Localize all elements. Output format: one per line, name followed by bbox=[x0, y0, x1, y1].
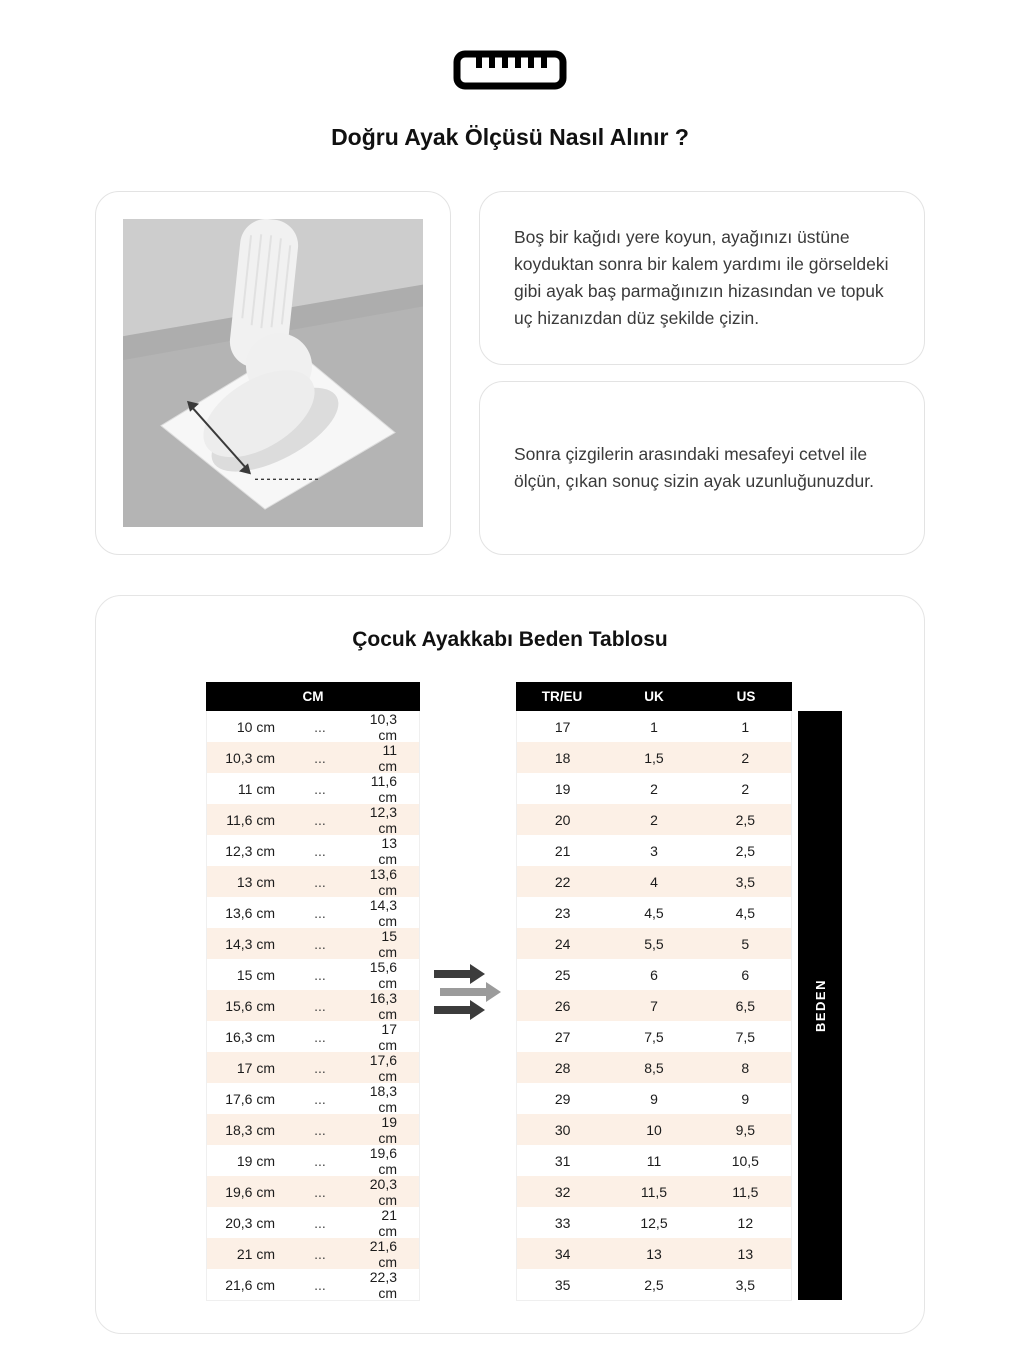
cm-cell-to: 13 cm bbox=[378, 834, 397, 867]
cm-cell-from: 18,3 cm bbox=[225, 1121, 275, 1138]
size-cell-us: 4,5 bbox=[735, 904, 756, 921]
beden-side-label: BEDEN bbox=[812, 978, 828, 1032]
instruction-step-2-text: Sonra çizgilerin arasındaki mesafeyi cetvel ile ölçün, çıkan sonuç sizin ayak uzunluğunuzdur. bbox=[514, 443, 874, 491]
size-table-row bbox=[517, 866, 791, 897]
cm-cell-to: 11 cm bbox=[378, 741, 397, 774]
cm-cell-to: 16,3 cm bbox=[369, 989, 397, 1022]
size-cell-us: 5 bbox=[741, 935, 750, 952]
cm-table bbox=[206, 682, 420, 1301]
size-cell-tr-eu: 28 bbox=[554, 1059, 571, 1076]
size-cell-uk: 1,5 bbox=[644, 749, 664, 766]
size-cell-us: 11,5 bbox=[732, 1183, 759, 1200]
size-table-row bbox=[517, 990, 791, 1021]
cm-cell-to: 11,6 cm bbox=[370, 772, 397, 805]
size-cell-uk: 7 bbox=[650, 997, 658, 1014]
size-table-row bbox=[517, 1021, 791, 1052]
size-table-header bbox=[516, 682, 792, 711]
size-cell-us: 3,5 bbox=[735, 873, 756, 890]
size-cell-us: 9 bbox=[741, 1090, 750, 1107]
cm-table-body bbox=[206, 711, 420, 1301]
size-header-uk: UK bbox=[644, 689, 664, 704]
cm-cell-from: 21,6 cm bbox=[225, 1276, 275, 1293]
cm-table-row bbox=[207, 1238, 419, 1269]
size-cell-tr-eu: 24 bbox=[554, 935, 571, 952]
size-cell-us: 13 bbox=[737, 1245, 754, 1262]
cm-cell-to: 22,3 cm bbox=[369, 1268, 397, 1301]
size-header-us: US bbox=[736, 689, 756, 704]
cm-cell-dots: ... bbox=[314, 1059, 326, 1076]
cm-cell-dots: ... bbox=[314, 718, 326, 735]
size-cell-us: 2,5 bbox=[735, 842, 756, 859]
size-table-section bbox=[95, 595, 925, 1334]
cm-cell-to: 12,3 cm bbox=[369, 803, 397, 836]
cm-cell-to: 10,3 cm bbox=[369, 710, 397, 743]
cm-table-row bbox=[207, 804, 419, 835]
cm-cell-to: 21 cm bbox=[378, 1206, 397, 1239]
size-table-row bbox=[517, 711, 791, 742]
size-table-row bbox=[517, 928, 791, 959]
cm-cell-from: 11,6 cm bbox=[226, 811, 275, 828]
size-cell-us: 9,5 bbox=[735, 1121, 756, 1138]
cm-cell-to: 15 cm bbox=[378, 927, 397, 960]
cm-table-row bbox=[207, 711, 419, 742]
cm-table-row bbox=[207, 1176, 419, 1207]
size-cell-us: 7,5 bbox=[735, 1028, 756, 1045]
size-cell-uk: 2 bbox=[650, 811, 658, 828]
size-cell-tr-eu: 34 bbox=[554, 1245, 571, 1262]
cm-table-row bbox=[207, 1083, 419, 1114]
size-table-row bbox=[517, 773, 791, 804]
cm-table-row bbox=[207, 1269, 419, 1300]
size-cell-us: 8 bbox=[741, 1059, 750, 1076]
beden-side-bar bbox=[798, 711, 842, 1300]
cm-cell-to: 19,6 cm bbox=[369, 1144, 397, 1177]
size-cell-uk: 9 bbox=[650, 1090, 658, 1107]
size-cell-us: 12 bbox=[737, 1214, 754, 1231]
cm-cell-from: 21 cm bbox=[236, 1245, 275, 1262]
cm-cell-to: 17,6 cm bbox=[369, 1051, 397, 1084]
size-cell-uk: 10 bbox=[646, 1121, 662, 1138]
cm-cell-dots: ... bbox=[314, 1121, 326, 1138]
size-cell-tr-eu: 19 bbox=[554, 780, 571, 797]
size-cell-uk: 1 bbox=[650, 718, 658, 735]
size-cell-tr-eu: 22 bbox=[554, 873, 571, 890]
ruler-icon bbox=[0, 0, 1020, 92]
cm-cell-dots: ... bbox=[314, 1090, 326, 1107]
cm-table-row bbox=[207, 1021, 419, 1052]
cm-table-row bbox=[207, 928, 419, 959]
instruction-text-column bbox=[479, 191, 925, 555]
cm-table-header: CM bbox=[206, 682, 420, 711]
cm-cell-from: 13,6 cm bbox=[225, 904, 275, 921]
cm-cell-dots: ... bbox=[314, 1028, 326, 1045]
cm-cell-to: 13,6 cm bbox=[369, 865, 397, 898]
cm-cell-from: 17 cm bbox=[236, 1059, 275, 1076]
cm-table-row bbox=[207, 1114, 419, 1145]
cm-table-row bbox=[207, 959, 419, 990]
cm-cell-from: 11 cm bbox=[237, 780, 275, 797]
instruction-step-1-text: Boş bir kağıdı yere koyun, ayağınızı üstüne koyduktan sonra bir kalem yardımı ile görseldeki gibi ayak baş parmağınızın hizasından ve topuk uç hizanızdan düz şekilde çizin. bbox=[514, 226, 889, 329]
foot-measure-photo-card bbox=[95, 191, 451, 555]
size-cell-uk: 11,5 bbox=[640, 1183, 668, 1200]
size-cell-tr-eu: 31 bbox=[554, 1152, 571, 1169]
cm-table-row bbox=[207, 897, 419, 928]
size-cell-tr-eu: 35 bbox=[554, 1276, 571, 1293]
size-table-row bbox=[517, 804, 791, 835]
cm-cell-from: 15 cm bbox=[236, 966, 275, 983]
cm-cell-from: 10,3 cm bbox=[225, 749, 275, 766]
size-table-row bbox=[517, 742, 791, 773]
cm-cell-dots: ... bbox=[314, 873, 326, 890]
cm-cell-to: 15,6 cm bbox=[369, 958, 397, 991]
size-cell-uk: 5,5 bbox=[644, 935, 664, 952]
size-cell-uk: 3 bbox=[650, 842, 658, 859]
cm-cell-from: 14,3 cm bbox=[225, 935, 275, 952]
cm-cell-dots: ... bbox=[314, 966, 326, 983]
cm-cell-to: 18,3 cm bbox=[369, 1082, 397, 1115]
size-cell-tr-eu: 21 bbox=[554, 842, 571, 859]
size-table-row bbox=[517, 1238, 791, 1269]
instruction-step-2-card bbox=[479, 381, 925, 555]
size-cell-tr-eu: 23 bbox=[554, 904, 571, 921]
cm-cell-from: 20,3 cm bbox=[225, 1214, 275, 1231]
size-cell-tr-eu: 27 bbox=[554, 1028, 571, 1045]
cm-table-row bbox=[207, 742, 419, 773]
cm-cell-dots: ... bbox=[314, 780, 326, 797]
size-cell-us: 6 bbox=[741, 966, 750, 983]
size-cell-tr-eu: 20 bbox=[554, 811, 571, 828]
cm-cell-dots: ... bbox=[314, 1276, 326, 1293]
size-cell-tr-eu: 26 bbox=[554, 997, 571, 1014]
size-cell-tr-eu: 33 bbox=[554, 1214, 571, 1231]
size-cell-uk: 4 bbox=[650, 873, 658, 890]
cm-cell-to: 14,3 cm bbox=[369, 896, 397, 929]
size-table-body bbox=[516, 711, 792, 1301]
cm-cell-dots: ... bbox=[314, 904, 326, 921]
size-cell-uk: 6 bbox=[650, 966, 658, 983]
double-arrow-right-icon bbox=[420, 682, 516, 1301]
size-cell-uk: 8,5 bbox=[644, 1059, 664, 1076]
size-cell-us: 2 bbox=[741, 780, 750, 797]
cm-cell-dots: ... bbox=[314, 935, 326, 952]
cm-table-row bbox=[207, 773, 419, 804]
cm-table-row bbox=[207, 866, 419, 897]
size-cell-uk: 12,5 bbox=[640, 1214, 668, 1231]
size-table-row bbox=[517, 835, 791, 866]
foot-on-paper-image bbox=[123, 219, 423, 527]
cm-cell-from: 12,3 cm bbox=[225, 842, 275, 859]
cm-cell-from: 10 cm bbox=[236, 718, 275, 735]
size-conversion-table bbox=[516, 682, 792, 1301]
size-cell-us: 1 bbox=[741, 718, 750, 735]
size-table-row bbox=[517, 1145, 791, 1176]
cm-table-row bbox=[207, 1145, 419, 1176]
cm-cell-dots: ... bbox=[314, 842, 326, 859]
cm-cell-to: 21,6 cm bbox=[369, 1237, 397, 1270]
cm-cell-dots: ... bbox=[314, 1214, 326, 1231]
size-table-row bbox=[517, 1176, 791, 1207]
size-cell-us: 2 bbox=[741, 749, 750, 766]
size-cell-tr-eu: 29 bbox=[554, 1090, 571, 1107]
cm-table-row bbox=[207, 1052, 419, 1083]
instructions-section bbox=[95, 191, 925, 555]
cm-table-row bbox=[207, 990, 419, 1021]
size-cell-uk: 7,5 bbox=[644, 1028, 664, 1045]
size-table-row bbox=[517, 959, 791, 990]
cm-table-row bbox=[207, 1207, 419, 1238]
size-cell-us: 10,5 bbox=[731, 1152, 759, 1169]
size-table-title: Çocuk Ayakkabı Beden Tablosu bbox=[352, 628, 668, 651]
cm-cell-from: 16,3 cm bbox=[225, 1028, 275, 1045]
cm-cell-dots: ... bbox=[314, 749, 326, 766]
size-cell-us: 6,5 bbox=[735, 997, 756, 1014]
size-cell-tr-eu: 30 bbox=[554, 1121, 571, 1138]
size-tables bbox=[96, 682, 924, 1301]
size-cell-uk: 2,5 bbox=[644, 1276, 664, 1293]
cm-cell-from: 17,6 cm bbox=[225, 1090, 275, 1107]
cm-cell-from: 19 cm bbox=[236, 1152, 275, 1169]
size-cell-us: 2,5 bbox=[735, 811, 756, 828]
size-cell-tr-eu: 25 bbox=[554, 966, 571, 983]
size-cell-us: 3,5 bbox=[735, 1276, 756, 1293]
size-cell-tr-eu: 32 bbox=[554, 1183, 571, 1200]
cm-cell-to: 17 cm bbox=[378, 1020, 397, 1053]
cm-cell-to: 20,3 cm bbox=[369, 1175, 397, 1208]
cm-cell-dots: ... bbox=[314, 1183, 326, 1200]
cm-cell-from: 15,6 cm bbox=[225, 997, 275, 1014]
size-header-tr-eu: TR/EU bbox=[541, 689, 583, 704]
size-cell-uk: 2 bbox=[650, 780, 658, 797]
size-table-row bbox=[517, 897, 791, 928]
size-table-row bbox=[517, 1052, 791, 1083]
size-table-row bbox=[517, 1207, 791, 1238]
size-cell-uk: 4,5 bbox=[644, 904, 664, 921]
size-table-row bbox=[517, 1114, 791, 1145]
size-cell-tr-eu: 17 bbox=[554, 718, 571, 735]
size-cell-uk: 13 bbox=[646, 1245, 662, 1262]
cm-cell-dots: ... bbox=[314, 1245, 326, 1262]
cm-table-row bbox=[207, 835, 419, 866]
page-title: Doğru Ayak Ölçüsü Nasıl Alınır ? bbox=[331, 124, 689, 150]
cm-cell-dots: ... bbox=[314, 811, 326, 828]
size-cell-tr-eu: 18 bbox=[554, 749, 571, 766]
cm-cell-from: 13 cm bbox=[236, 873, 275, 890]
size-table-row bbox=[517, 1083, 791, 1114]
size-table-row bbox=[517, 1269, 791, 1300]
size-cell-uk: 11 bbox=[646, 1152, 662, 1169]
cm-cell-to: 19 cm bbox=[378, 1113, 397, 1146]
instruction-step-1-card bbox=[479, 191, 925, 365]
cm-cell-dots: ... bbox=[314, 1152, 326, 1169]
cm-cell-dots: ... bbox=[314, 997, 326, 1014]
cm-cell-from: 19,6 cm bbox=[225, 1183, 275, 1200]
